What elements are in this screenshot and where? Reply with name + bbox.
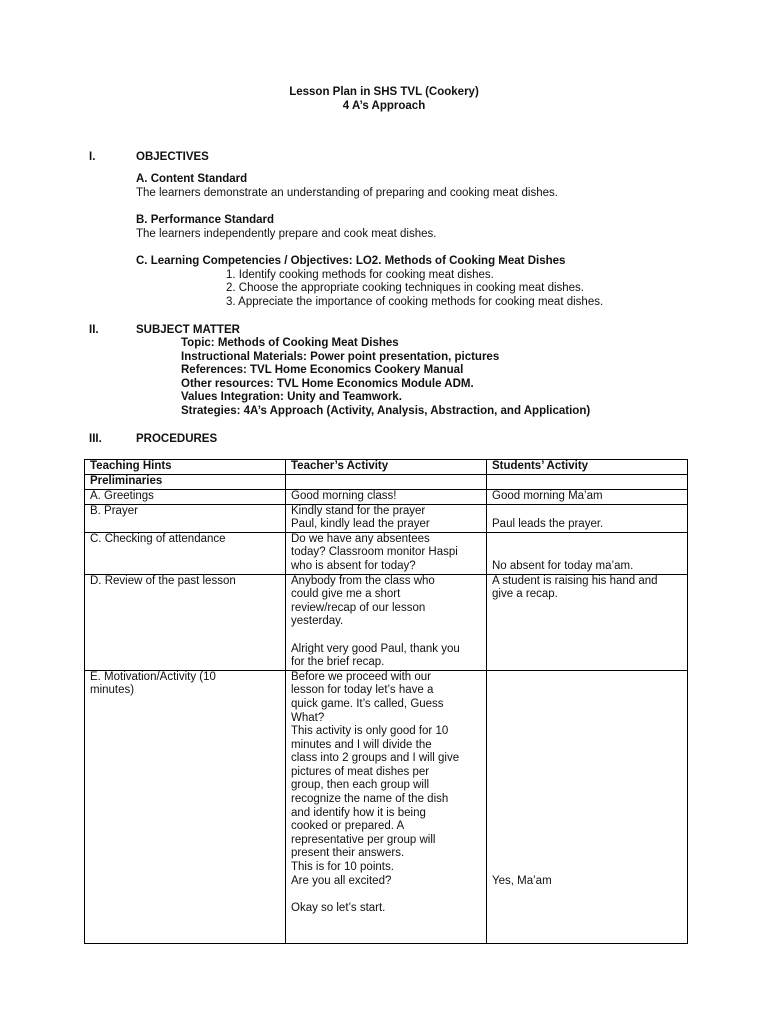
preliminaries-label: Preliminaries — [85, 475, 286, 490]
student-line — [492, 834, 682, 848]
student-activity — [487, 532, 688, 574]
teacher-line — [291, 929, 481, 943]
teacher-line: Good morning class! — [291, 490, 397, 502]
procedures-table — [84, 459, 688, 944]
student-line — [492, 725, 682, 739]
table-row — [85, 504, 688, 532]
teacher-line: cooked or prepared. A — [291, 820, 405, 833]
teacher-line: yesterday. — [291, 615, 344, 628]
teacher-line: minutes and I will divide the — [291, 738, 432, 751]
section-heading-procedures: PROCEDURES — [136, 433, 218, 445]
teaching-hint — [85, 670, 286, 943]
student-line — [492, 712, 682, 726]
student-line — [492, 739, 682, 753]
teacher-line — [291, 629, 481, 643]
teacher-line: who is absent for today? — [291, 559, 416, 572]
student-line — [492, 779, 682, 793]
student-line — [492, 698, 682, 712]
competency-item: 1. Identify cooking methods for cooking meat dishes. — [226, 269, 494, 281]
student-line — [492, 847, 682, 861]
student-line: A student is raising his hand and — [492, 574, 658, 587]
student-line — [492, 820, 682, 834]
teacher-line: recognize the name of the dish — [291, 793, 449, 806]
student-line — [492, 793, 682, 807]
teacher-line: This is for 10 points. — [291, 861, 394, 874]
student-line — [492, 533, 682, 547]
hint-line: E. Motivation/Activity (10 — [90, 670, 216, 683]
student-line — [492, 671, 682, 685]
student-line — [492, 766, 682, 780]
subject-matter-item: Other resources: TVL Home Economics Module ADM. — [181, 378, 474, 390]
student-line: give a recap. — [492, 588, 558, 601]
teaching-hint: D. Review of the past lesson — [85, 574, 286, 670]
teacher-line: Do we have any absentees — [291, 532, 430, 545]
teacher-line: group, then each group will — [291, 779, 430, 792]
teacher-line: for the brief recap. — [291, 656, 385, 669]
competency-item: 3. Appreciate the importance of cooking methods for cooking meat dishes. — [226, 296, 604, 308]
competencies-label: C. Learning Competencies / Objectives: LO2. Methods of Cooking Meat Dishes — [136, 255, 566, 267]
teacher-line: today? Classroom monitor Haspi — [291, 546, 458, 559]
section-number-objectives: I. — [89, 151, 96, 163]
teacher-line: class into 2 groups and I will give — [291, 752, 460, 765]
empty-cell — [286, 475, 487, 490]
teacher-line: review/recap of our lesson — [291, 601, 426, 614]
teacher-line: Before we proceed with our — [291, 670, 431, 683]
teaching-hint: A. Greetings — [85, 490, 286, 505]
student-line — [492, 752, 682, 766]
teacher-line: Kindly stand for the prayer — [291, 504, 426, 517]
section-heading-subject-matter: SUBJECT MATTER — [136, 324, 240, 336]
teacher-line: and identify how it is being — [291, 806, 426, 819]
content-standard-text: The learners demonstrate an understanding of preparing and cooking meat dishes. — [136, 187, 558, 199]
column-header-teachers-activity: Teacher’s Activity — [286, 460, 487, 475]
column-header-teaching-hints: Teaching Hints — [85, 460, 286, 475]
teacher-line: Anybody from the class who — [291, 574, 435, 587]
teacher-line: Are you all excited? — [291, 874, 392, 887]
teacher-line: representative per group will — [291, 833, 436, 846]
teaching-hint: C. Checking of attendance — [85, 532, 286, 574]
student-line — [492, 505, 682, 519]
teacher-line: What? — [291, 711, 325, 724]
teacher-activity — [286, 670, 487, 943]
student-line: No absent for today ma’am. — [492, 559, 634, 572]
teacher-line: quick game. It’s called, Guess — [291, 697, 444, 710]
student-line: Paul leads the prayer. — [492, 518, 604, 531]
teacher-line: Alright very good Paul, thank you — [291, 642, 460, 655]
teacher-activity — [286, 574, 487, 670]
teacher-line: present their answers. — [291, 847, 405, 860]
teacher-line — [291, 915, 481, 929]
section-heading-objectives: OBJECTIVES — [136, 151, 209, 163]
teacher-line: pictures of meat dishes per — [291, 765, 430, 778]
content-standard-label: A. Content Standard — [136, 173, 248, 185]
table-row — [85, 490, 688, 505]
student-activity — [487, 670, 688, 943]
section-number-procedures: III. — [89, 433, 102, 445]
hint-line: minutes) — [90, 684, 135, 697]
student-line — [492, 546, 682, 560]
performance-standard-text: The learners independently prepare and cook meat dishes. — [136, 228, 437, 240]
student-activity — [487, 504, 688, 532]
teacher-activity — [286, 532, 487, 574]
competency-item: 2. Choose the appropriate cooking techniques in cooking meat dishes. — [226, 282, 585, 294]
subject-matter-item: Strategies: 4A’s Approach (Activity, Analysis, Abstraction, and Application) — [181, 405, 591, 417]
table-row — [85, 574, 688, 670]
empty-cell — [487, 475, 688, 490]
table-row-preliminaries — [85, 475, 688, 490]
teacher-line — [291, 888, 481, 902]
section-number-subject-matter: II. — [89, 324, 99, 336]
teacher-line: could give me a short — [291, 588, 401, 601]
student-line: Good morning Ma’am — [492, 490, 603, 502]
document-title — [0, 86, 768, 114]
table-row — [85, 532, 688, 574]
column-header-students-activity: Students’ Activity — [487, 460, 688, 475]
teaching-hint: B. Prayer — [85, 504, 286, 532]
subject-matter-item: Topic: Methods of Cooking Meat Dishes — [181, 337, 399, 349]
performance-standard-label: B. Performance Standard — [136, 214, 275, 226]
student-activity — [487, 490, 688, 505]
subject-matter-item: Instructional Materials: Power point presentation, pictures — [181, 351, 500, 363]
teacher-activity — [286, 490, 487, 505]
subject-matter-item: Values Integration: Unity and Teamwork. — [181, 391, 402, 403]
teacher-line: Okay so let’s start. — [291, 901, 386, 914]
teacher-line: This activity is only good for 10 — [291, 725, 449, 738]
table-row — [85, 670, 688, 943]
student-line: Yes, Ma’am — [492, 874, 552, 887]
student-line — [492, 861, 682, 875]
teacher-line: Paul, kindly lead the prayer — [291, 518, 430, 531]
subject-matter-item: References: TVL Home Economics Cookery Manual — [181, 364, 464, 376]
title-line-1: Lesson Plan in SHS TVL (Cookery) — [289, 86, 479, 98]
teacher-activity — [286, 504, 487, 532]
student-line — [492, 684, 682, 698]
teacher-line: lesson for today let’s have a — [291, 684, 434, 697]
table-header-row — [85, 460, 688, 475]
title-line-2: 4 A’s Approach — [342, 100, 426, 112]
student-line — [492, 807, 682, 821]
student-activity — [487, 574, 688, 670]
